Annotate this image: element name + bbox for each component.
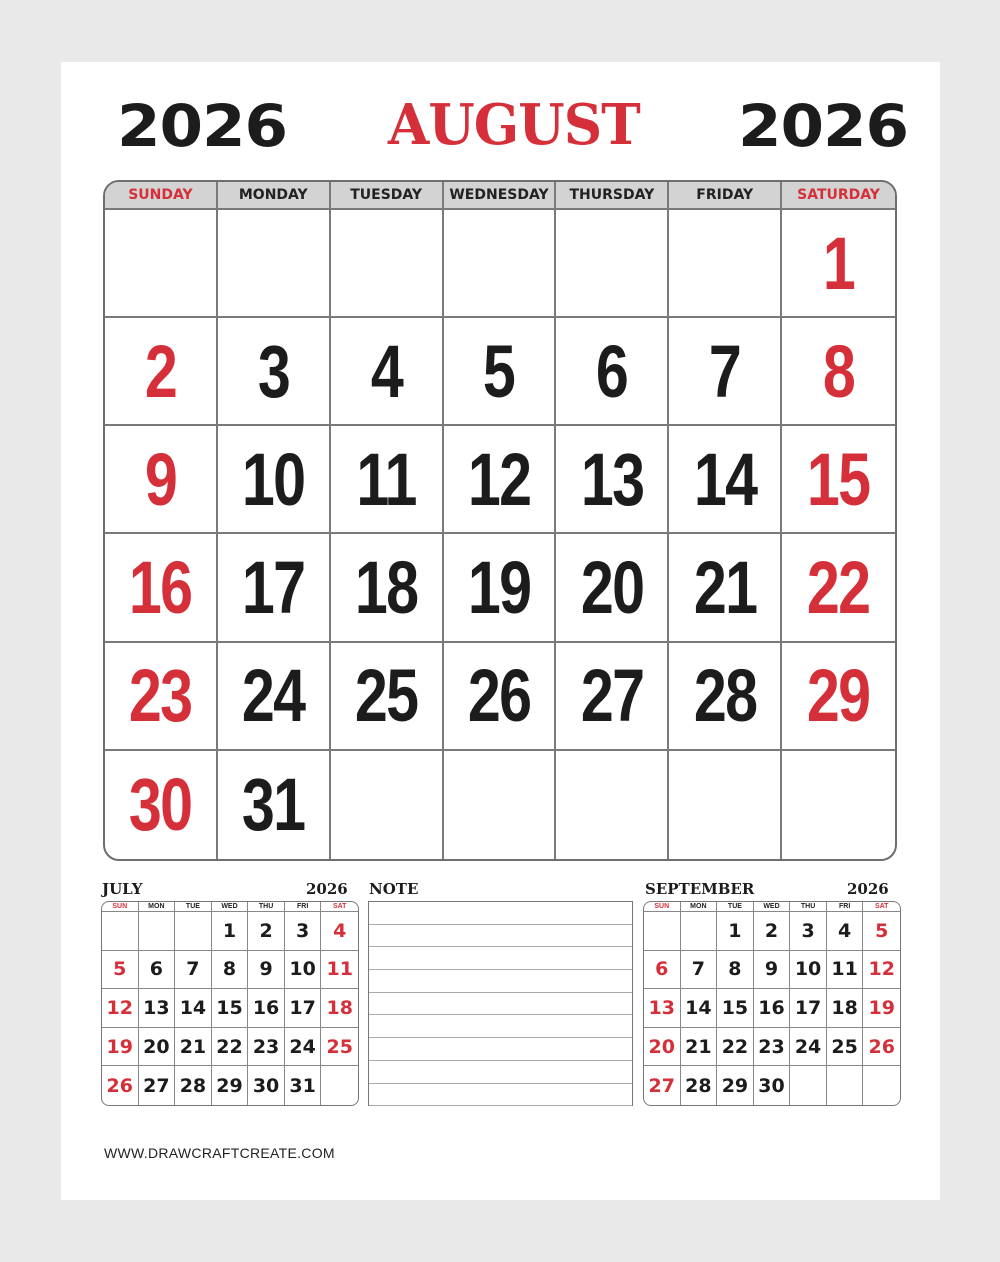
- day-number: 21: [685, 1035, 712, 1058]
- day-cell: [212, 951, 249, 990]
- day-number: 17: [289, 996, 316, 1019]
- day-number: 1: [728, 919, 742, 942]
- day-cell: [218, 643, 331, 751]
- day-header: THURSDAY: [556, 182, 669, 210]
- day-number: 7: [186, 958, 200, 981]
- day-cell: [331, 534, 444, 642]
- day-cell: [102, 1066, 139, 1105]
- day-number: 30: [129, 763, 192, 847]
- day-cell: [790, 912, 827, 951]
- day-number: 8: [822, 329, 855, 413]
- day-header: SUNDAY: [105, 182, 218, 210]
- day-cell: [331, 751, 444, 859]
- july-mini-calendar: [101, 901, 359, 1106]
- day-number: 9: [764, 958, 779, 981]
- day-cell: [321, 912, 358, 951]
- day-cell: [331, 426, 444, 534]
- day-cell: [782, 751, 895, 859]
- day-cell: [321, 1066, 358, 1105]
- day-cell: [556, 210, 669, 318]
- day-cell: [782, 534, 895, 642]
- day-cell: [321, 989, 358, 1028]
- day-number: 28: [685, 1074, 712, 1097]
- day-cell: [863, 1066, 900, 1105]
- day-number: 12: [868, 958, 895, 981]
- day-cell: [717, 1066, 754, 1105]
- day-number: 24: [289, 1035, 316, 1058]
- day-number: 8: [728, 958, 742, 981]
- day-cell: [285, 1066, 322, 1105]
- day-cell: [139, 1028, 176, 1067]
- day-cell: [644, 912, 681, 951]
- day-header: TUESDAY: [331, 182, 444, 210]
- september-mini-calendar: [643, 901, 901, 1106]
- day-header: MON: [681, 902, 718, 912]
- day-cell: [754, 1066, 791, 1105]
- note-line: [369, 1061, 632, 1084]
- day-cell: [669, 318, 782, 426]
- note-line: [369, 902, 632, 925]
- day-number: 26: [467, 654, 531, 738]
- day-cell: [218, 210, 331, 318]
- day-cell: [218, 534, 331, 642]
- day-number: 19: [106, 1035, 133, 1058]
- day-cell: [681, 1066, 718, 1105]
- day-number: 7: [691, 958, 705, 981]
- day-number: 4: [370, 329, 402, 413]
- day-cell: [556, 751, 669, 859]
- day-cell: [444, 426, 557, 534]
- day-number: 5: [483, 329, 515, 413]
- month-title: AUGUST: [388, 92, 640, 158]
- day-cell: [105, 210, 218, 318]
- day-cell: [139, 989, 176, 1028]
- day-number: 16: [252, 996, 280, 1019]
- day-cell: [790, 1028, 827, 1067]
- day-number: 18: [354, 546, 418, 630]
- day-cell: [754, 1028, 791, 1067]
- day-number: 13: [648, 996, 675, 1019]
- day-cell: [754, 951, 791, 990]
- day-number: 7: [709, 329, 741, 413]
- website-footer: WWW.DRAWCRAFTCREATE.COM: [104, 1145, 335, 1161]
- day-cell: [175, 951, 212, 990]
- day-number: 11: [326, 958, 353, 981]
- note-line: [369, 947, 632, 970]
- day-cell: [827, 989, 864, 1028]
- day-cell: [212, 1066, 249, 1105]
- day-cell: [444, 534, 557, 642]
- day-cell: [556, 534, 669, 642]
- day-cell: [105, 643, 218, 751]
- day-header: TUE: [717, 902, 754, 912]
- day-cell: [248, 1066, 285, 1105]
- day-cell: [782, 318, 895, 426]
- day-number: 17: [241, 546, 305, 630]
- day-cell: [782, 643, 895, 751]
- day-cell: [102, 1028, 139, 1067]
- day-number: 19: [467, 546, 531, 630]
- day-header: WEDNESDAY: [444, 182, 557, 210]
- day-number: 2: [144, 329, 177, 413]
- day-header: SUN: [644, 902, 681, 912]
- day-number: 14: [693, 437, 757, 521]
- day-number: 28: [179, 1074, 207, 1097]
- day-number: 17: [794, 996, 822, 1019]
- day-cell: [444, 643, 557, 751]
- day-cell: [248, 912, 285, 951]
- day-cell: [669, 751, 782, 859]
- note-title: NOTE: [369, 880, 419, 898]
- note-line: [369, 993, 632, 1016]
- day-cell: [754, 989, 791, 1028]
- day-cell: [827, 951, 864, 990]
- day-number: 15: [721, 996, 749, 1019]
- day-number: 18: [831, 996, 858, 1019]
- day-cell: [218, 318, 331, 426]
- day-cell: [644, 989, 681, 1028]
- day-number: 4: [838, 919, 852, 942]
- day-number: 9: [259, 958, 273, 981]
- day-number: 10: [241, 437, 305, 521]
- day-number: 20: [648, 1035, 675, 1058]
- day-cell: [285, 989, 322, 1028]
- day-number: 25: [831, 1035, 858, 1058]
- day-number: 29: [807, 654, 870, 738]
- day-cell: [644, 1066, 681, 1105]
- day-cell: [212, 989, 249, 1028]
- day-number: 13: [143, 996, 170, 1019]
- day-cell: [556, 318, 669, 426]
- day-cell: [218, 426, 331, 534]
- day-cell: [790, 951, 827, 990]
- day-header: THU: [248, 902, 285, 912]
- day-number: 14: [179, 996, 207, 1019]
- note-line: [369, 970, 632, 993]
- day-number: 10: [289, 958, 316, 981]
- day-cell: [248, 989, 285, 1028]
- day-cell: [717, 951, 754, 990]
- day-number: 6: [596, 329, 628, 413]
- day-number: 21: [693, 546, 757, 630]
- day-cell: [444, 210, 557, 318]
- day-cell: [212, 912, 249, 951]
- day-header: WED: [212, 902, 249, 912]
- day-number: 25: [354, 654, 418, 738]
- day-number: 3: [257, 329, 289, 413]
- day-number: 5: [113, 958, 127, 981]
- day-cell: [863, 1028, 900, 1067]
- day-number: 11: [831, 958, 858, 981]
- day-cell: [218, 751, 331, 859]
- day-cell: [556, 426, 669, 534]
- day-number: 8: [222, 958, 237, 981]
- day-cell: [717, 912, 754, 951]
- day-header: SATURDAY: [782, 182, 895, 210]
- day-number: 21: [179, 1035, 207, 1058]
- day-cell: [331, 318, 444, 426]
- day-cell: [321, 1028, 358, 1067]
- day-cell: [669, 210, 782, 318]
- day-number: 4: [333, 919, 347, 942]
- day-number: 26: [106, 1074, 133, 1097]
- day-number: 20: [143, 1035, 170, 1058]
- note-line: [369, 925, 632, 948]
- day-cell: [754, 912, 791, 951]
- note-line: [369, 1038, 632, 1061]
- day-header: MONDAY: [218, 182, 331, 210]
- day-cell: [105, 318, 218, 426]
- day-cell: [175, 989, 212, 1028]
- day-cell: [790, 1066, 827, 1105]
- day-header: FRI: [285, 902, 322, 912]
- day-number: 24: [794, 1035, 822, 1058]
- day-number: 26: [868, 1035, 895, 1058]
- day-cell: [139, 951, 176, 990]
- day-number: 23: [758, 1035, 785, 1058]
- day-cell: [644, 1028, 681, 1067]
- day-number: 27: [648, 1074, 675, 1097]
- day-number: 12: [106, 996, 133, 1019]
- day-cell: [827, 1028, 864, 1067]
- day-cell: [331, 643, 444, 751]
- year-right: 2026: [738, 92, 909, 160]
- day-number: 1: [222, 919, 237, 942]
- day-cell: [863, 951, 900, 990]
- day-number: 3: [801, 919, 815, 942]
- day-cell: [248, 1028, 285, 1067]
- note-line: [369, 1015, 632, 1038]
- day-cell: [444, 751, 557, 859]
- day-number: 27: [143, 1074, 170, 1097]
- day-number: 22: [807, 546, 870, 630]
- day-number: 15: [807, 437, 870, 521]
- day-cell: [827, 1066, 864, 1105]
- day-header: FRIDAY: [669, 182, 782, 210]
- day-cell: [139, 912, 176, 951]
- day-cell: [644, 951, 681, 990]
- day-cell: [175, 912, 212, 951]
- day-number: 23: [129, 654, 192, 738]
- main-month-grid: [103, 180, 897, 861]
- day-cell: [669, 426, 782, 534]
- day-number: 28: [693, 654, 757, 738]
- day-number: 29: [216, 1074, 243, 1097]
- day-header: WED: [754, 902, 791, 912]
- day-number: 22: [721, 1035, 749, 1058]
- day-cell: [681, 912, 718, 951]
- day-number: 2: [259, 919, 273, 942]
- day-number: 6: [149, 958, 163, 981]
- day-header: TUE: [175, 902, 212, 912]
- july-year: 2026: [306, 880, 348, 898]
- day-number: 29: [721, 1074, 749, 1097]
- day-number: 11: [356, 437, 416, 521]
- day-number: 22: [216, 1035, 243, 1058]
- day-cell: [681, 951, 718, 990]
- day-cell: [556, 643, 669, 751]
- day-number: 16: [129, 546, 192, 630]
- day-cell: [248, 951, 285, 990]
- year-left: 2026: [117, 92, 288, 160]
- day-number: 14: [685, 996, 712, 1019]
- day-number: 2: [764, 919, 779, 942]
- day-cell: [717, 1028, 754, 1067]
- day-cell: [285, 951, 322, 990]
- day-cell: [139, 1066, 176, 1105]
- day-cell: [105, 426, 218, 534]
- day-header: SAT: [863, 902, 900, 912]
- day-cell: [175, 1066, 212, 1105]
- day-number: 15: [216, 996, 243, 1019]
- day-cell: [102, 912, 139, 951]
- day-cell: [285, 1028, 322, 1067]
- day-header: THU: [790, 902, 827, 912]
- day-number: 19: [868, 996, 895, 1019]
- day-cell: [102, 989, 139, 1028]
- day-cell: [681, 1028, 718, 1067]
- day-number: 16: [758, 996, 785, 1019]
- day-number: 25: [326, 1035, 353, 1058]
- day-number: 31: [289, 1074, 316, 1097]
- day-cell: [331, 210, 444, 318]
- day-cell: [444, 318, 557, 426]
- day-cell: [863, 989, 900, 1028]
- day-cell: [285, 912, 322, 951]
- september-year: 2026: [847, 880, 889, 898]
- day-number: 1: [822, 221, 855, 305]
- day-number: 30: [758, 1074, 785, 1097]
- day-cell: [669, 643, 782, 751]
- day-number: 24: [241, 654, 305, 738]
- day-number: 27: [580, 654, 644, 738]
- day-number: 31: [241, 763, 305, 847]
- day-number: 6: [655, 958, 669, 981]
- day-header: FRI: [827, 902, 864, 912]
- day-cell: [102, 951, 139, 990]
- day-cell: [790, 989, 827, 1028]
- day-header: SUN: [102, 902, 139, 912]
- day-cell: [321, 951, 358, 990]
- september-title: SEPTEMBER: [645, 880, 755, 898]
- day-number: 9: [144, 437, 177, 521]
- day-cell: [669, 534, 782, 642]
- day-cell: [863, 912, 900, 951]
- day-cell: [175, 1028, 212, 1067]
- day-number: 30: [252, 1074, 280, 1097]
- day-cell: [717, 989, 754, 1028]
- day-number: 23: [252, 1035, 280, 1058]
- day-cell: [827, 912, 864, 951]
- day-cell: [782, 426, 895, 534]
- note-box[interactable]: [368, 901, 633, 1106]
- day-number: 13: [580, 437, 644, 521]
- day-cell: [681, 989, 718, 1028]
- day-number: 3: [296, 919, 310, 942]
- day-number: 12: [467, 437, 531, 521]
- day-number: 10: [794, 958, 822, 981]
- day-header: MON: [139, 902, 176, 912]
- day-number: 18: [326, 996, 353, 1019]
- note-line: [369, 1084, 632, 1107]
- day-cell: [105, 751, 218, 859]
- day-cell: [105, 534, 218, 642]
- july-title: JULY: [102, 880, 143, 898]
- day-number: 20: [580, 546, 644, 630]
- day-header: SAT: [321, 902, 358, 912]
- day-cell: [212, 1028, 249, 1067]
- day-number: 5: [875, 919, 889, 942]
- day-cell: [782, 210, 895, 318]
